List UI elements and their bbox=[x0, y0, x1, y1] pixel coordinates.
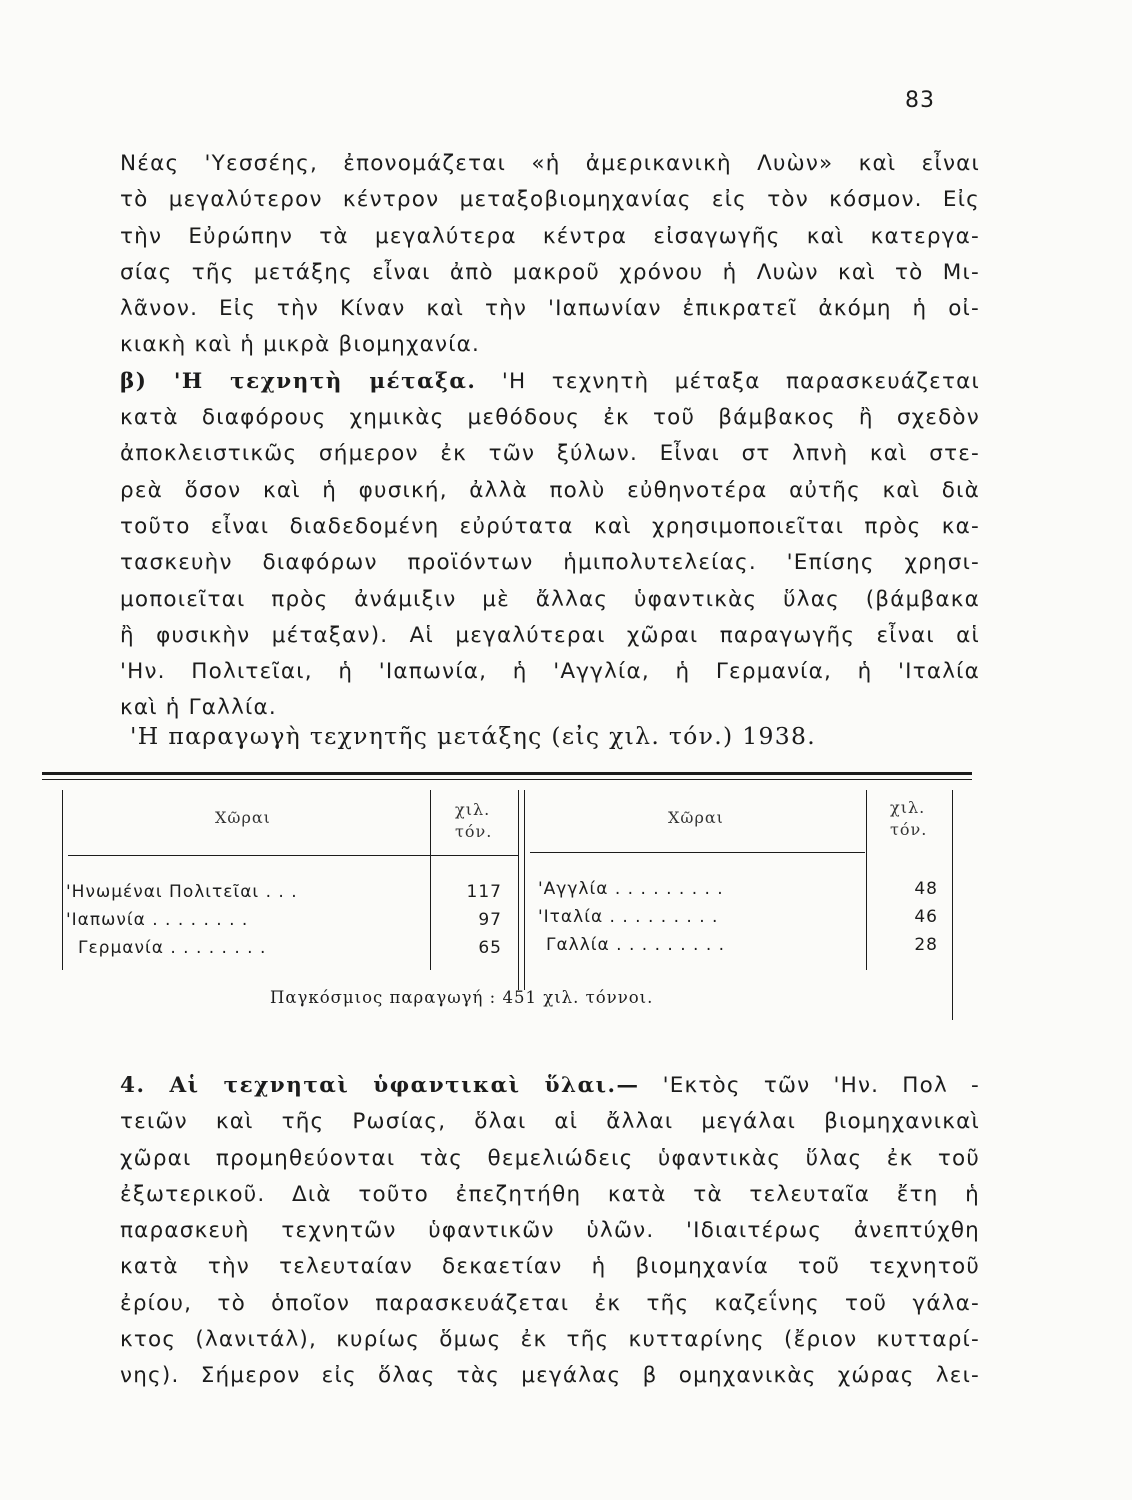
table-left-border bbox=[62, 790, 63, 970]
text-line: κτος (λανιτάλ), κυρίως ὅμως ἐκ τῆς κυτταρίνης (ἔριον κυτταρί- bbox=[120, 1327, 980, 1353]
table-header-unit-right-2: τόν. bbox=[890, 820, 928, 839]
table-row-country: 'Ιταλία . . . . . . . . . bbox=[538, 907, 719, 927]
table-row-country: 'Αγγλία . . . . . . . . . bbox=[538, 879, 724, 899]
text-line: καὶ ἡ Γαλλία. bbox=[120, 695, 277, 721]
table-row-country: 'Ιαπωνία . . . . . . . . bbox=[66, 910, 249, 930]
table-top-rule bbox=[42, 772, 972, 775]
text-line: σίας τῆς μετάξης εἶναι ἀπὸ μακροῦ χρόνου ἡ Λυὼν καὶ τὸ Μι- bbox=[120, 259, 980, 285]
table-top-rule-thin bbox=[42, 779, 972, 780]
section-b-first-line bbox=[120, 364, 980, 400]
text-line: τειῶν καὶ τῆς Ρωσίας, ὅλαι αἱ ἄλλαι μεγάλαι βιομηχανικαὶ bbox=[120, 1109, 980, 1135]
text-line: ἐξωτερικοῦ. Διὰ τοῦτο ἐπεζητήθη κατὰ τὰ τελευταῖα ἔτη ἡ bbox=[120, 1181, 980, 1207]
table-row-value: 117 bbox=[466, 882, 502, 902]
page-number: 83 bbox=[905, 88, 935, 113]
table-header-country-right: Χῶραι bbox=[668, 808, 724, 827]
section-b-heading: β) 'Η τεχνητὴ μέταξα. bbox=[120, 368, 477, 394]
table-row-country: 'Ηνωμέναι Πολιτεῖαι . . . bbox=[66, 882, 298, 902]
table-header-unit-right-1: χιλ. bbox=[890, 798, 926, 817]
table-header-rule-left bbox=[68, 855, 518, 856]
text-block-artificial-fibres bbox=[120, 1068, 980, 1395]
table-header-country-left: Χῶραι bbox=[215, 808, 271, 827]
table-row-value: 97 bbox=[478, 910, 502, 930]
text-line: μοποιεῖται πρὸς ἀνάμιξιν μὲ ἄλλας ὑφαντικὰς ὕλας (βάμβακα bbox=[120, 586, 980, 612]
text-line: 'Ην. Πολιτεῖαι, ἡ 'Ιαπωνία, ἡ 'Αγγλία, ἡ Γερμανία, ἡ 'Ιταλία bbox=[120, 659, 980, 685]
table-col-divider-left bbox=[430, 790, 431, 970]
table-center-double-rule-2 bbox=[524, 790, 525, 990]
text-line: κατὰ διαφόρους χημικὰς μεθόδους ἐκ τοῦ βάμβακος ἢ σχεδὸν bbox=[120, 405, 980, 431]
text-line: χῶραι προμηθεύονται τὰς θεμελιώδεις ὑφαντικὰς ὕλας ἐκ τοῦ bbox=[120, 1145, 980, 1171]
text-line: λᾶνον. Εἰς τὴν Κίναν καὶ τὴν 'Ιαπωνίαν ἐπικρατεῖ ἀκόμη ἡ οἰ- bbox=[120, 296, 980, 322]
table-header-unit-left-2: τόν. bbox=[455, 822, 493, 841]
table-row-value: 28 bbox=[914, 935, 938, 955]
text-line: τασκευὴν διαφόρων προϊόντων ἡμιπολυτελείας. 'Επίσης χρησι- bbox=[120, 550, 980, 576]
table-title: 'Η παραγωγὴ τεχνητῆς μετάξης (εἰς χιλ. τόν.) 1938. bbox=[130, 722, 816, 750]
table-row-value: 65 bbox=[478, 938, 502, 958]
text-line: παρασκευὴ τεχνητῶν ὑφαντικῶν ὑλῶν. 'Ιδιαιτέρως ἀνεπτύχθη bbox=[120, 1218, 980, 1244]
section-4-first-line bbox=[120, 1068, 980, 1104]
text-line: ἀποκλειστικῶς σήμερον ἐκ τῶν ξύλων. Εἶναι στ λπνὴ καὶ στε- bbox=[120, 441, 980, 467]
table-header-unit-left-1: χιλ. bbox=[455, 800, 491, 819]
text-line: κατὰ τὴν τελευταίαν δεκαετίαν ἡ βιομηχανία τοῦ τεχνητοῦ bbox=[120, 1254, 980, 1280]
text-line: τὸ μεγαλύτερον κέντρον μεταξοβιομηχανίας εἰς τὸν κόσμον. Εἰς bbox=[120, 187, 980, 213]
table-header-rule-right bbox=[530, 852, 865, 853]
table-row-value: 48 bbox=[914, 879, 938, 899]
table-total: Παγκόσμιος παραγωγή : 451 χιλ. τόννοι. bbox=[270, 988, 654, 1007]
text-line: ρεὰ ὅσον καὶ ἡ φυσική, ἀλλὰ πολὺ εὐθηνοτέρα αὐτῆς καὶ διὰ bbox=[120, 477, 980, 503]
text-line: κιακὴ καὶ ἡ μικρὰ βιομηχανία. bbox=[120, 332, 481, 358]
text-line: Νέας 'Υεσσέης, ἐπονομάζεται «ἡ ἀμερικανικὴ Λυὼν» καὶ εἶναι bbox=[120, 151, 980, 176]
text-line: τὴν Εὐρώπην τὰ μεγαλύτερα κέντρα εἰσαγωγῆς καὶ κατεργα- bbox=[120, 223, 980, 249]
table-right-border bbox=[952, 790, 953, 1020]
text-line: νης). Σήμερον εἰς ὅλας τὰς μεγάλας β ομηχανικὰς χώρας λει- bbox=[120, 1363, 980, 1389]
text-line: ἢ φυσικὴν μέταξαν). Αἱ μεγαλύτεραι χῶραι παραγωγῆς εἶναι αἱ bbox=[120, 622, 980, 648]
section-b-line-rest: 'Η τεχνητὴ μέταξα παρασκευάζεται bbox=[501, 368, 980, 394]
text-line: τοῦτο εἶναι διαδεδομένη εὐρύτατα καὶ χρησιμοποιεῖται πρὸς κα- bbox=[120, 513, 980, 539]
table-col-divider-right bbox=[866, 790, 867, 970]
text-block-silk bbox=[120, 146, 980, 727]
table-row-country: Γαλλία . . . . . . . . . bbox=[546, 935, 726, 955]
table-row-country: Γερμανία . . . . . . . . bbox=[78, 938, 267, 958]
section-4-heading: 4. Αἱ τεχνηταὶ ὑφαντικαὶ ὕλαι.— bbox=[120, 1073, 640, 1098]
text-line: ἐρίου, τὸ ὁποῖον παρασκευάζεται ἐκ τῆς καζεΐνης τοῦ γάλα- bbox=[120, 1290, 980, 1316]
table-center-double-rule bbox=[518, 790, 519, 990]
section-4-line-rest: 'Εκτὸς τῶν 'Ην. Πολ - bbox=[662, 1073, 980, 1098]
table-row-value: 46 bbox=[914, 907, 938, 927]
